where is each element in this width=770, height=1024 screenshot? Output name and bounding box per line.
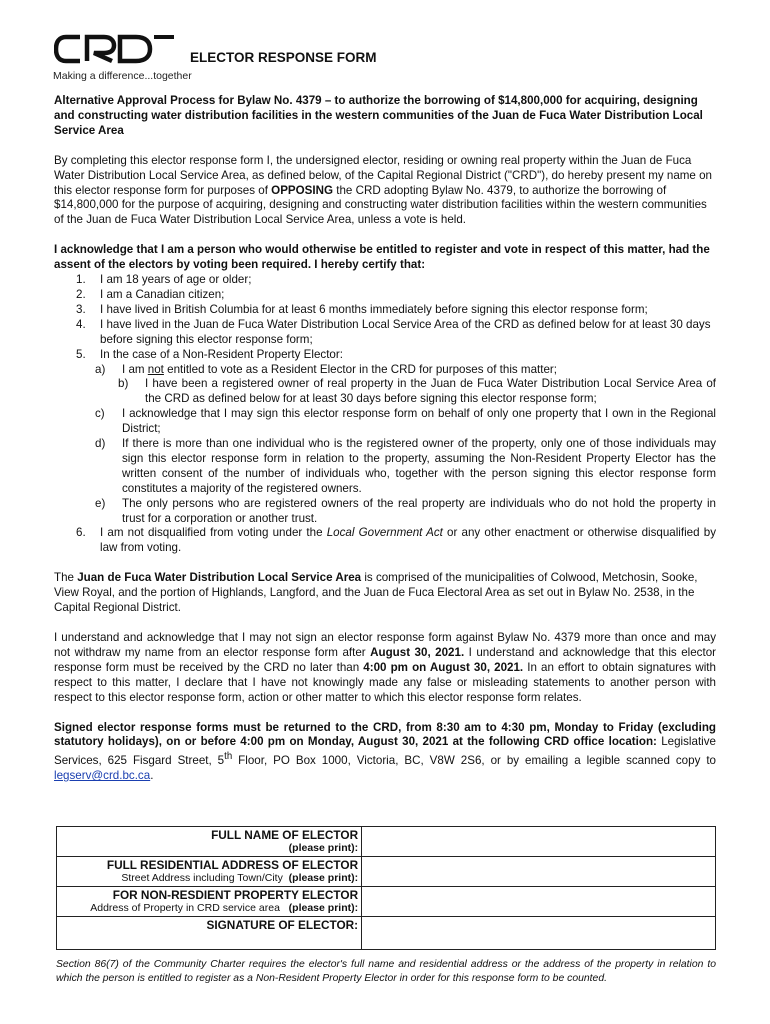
email-link[interactable]: legserv@crd.bc.ca <box>54 769 151 783</box>
signature-field[interactable] <box>362 917 716 950</box>
return-instructions: Signed elector response forms must be returned to the CRD, from 8:30 am to 4:30 pm, Monday to Friday (excluding statutory holidays), on or before 4:00 pm on Monday, August 30, 2021 at the following CRD office location: Legislative Services, 625 Fisgard Street, 5th Floor, PO Box 1000, Victoria, BC, V8W 2S6, or by emailing a legible scanned copy to legserv@crd.bc.ca. <box>54 720 716 783</box>
non-resident-label: FOR NON-RESDIENT PROPERTY ELECTOR Address of Property in CRD service area (please print): <box>57 887 362 917</box>
community-charter-footnote: Section 86(7) of the Community Charter requires the elector's full name and residential address or the address of the property in relation to which the person is entitled to register as a Non-Resident Property Elector in order for this response form to be counted. <box>56 959 716 985</box>
address-label: FULL RESIDENTIAL ADDRESS OF ELECTOR Street Address including Town/City (please print): <box>57 857 362 887</box>
crd-logo-icon <box>54 34 176 64</box>
opposing-word: OPPOSING <box>271 183 334 197</box>
elector-details-table <box>56 826 716 950</box>
sub-list-item: e) The only persons who are registered owners of the real property are individuals who do not hold the property in trust for a corporation or another trust. <box>95 496 716 525</box>
service-area-paragraph: The Juan de Fuca Water Distribution Local Service Area is comprised of the municipalities of Colwood, Metchosin, Sooke, View Royal, and the portion of Highlands, Langford, and the Juan de Fuca Electoral Area as set out in Bylaw No. 2538, in the Capital Regional District. <box>54 571 698 615</box>
list-item: 5. In the case of a Non-Resident Property Elector: a) I am not entitled to vote as a Resident Elector in the CRD for purposes of this matter; b) I have been a registered owner of real property in the Juan de Fuca Water Distribution Local Service Area of the CRD as defined below for at least 30 days before signing this elector response form; c) I acknowledge that I may sign this elector response form on behalf of only one property that I own in the Regional District; d) If there is more than one individual who is the registered owner of the property, only one of those individuals may sign this elector response form in relation to the property, assuming the Non-Resident Property Elector has the written consent of the number of individuals who, together with the person signing this elector response form constitutes a majority of the registered owners. e) The only persons who are registered owners of the real property are individuals who do not hold the property in trust for a corporation or another trust. <box>54 348 716 527</box>
table-row <box>57 917 716 950</box>
form-body <box>54 94 716 784</box>
signature-label: SIGNATURE OF ELECTOR: <box>57 917 362 950</box>
table-row <box>57 857 716 887</box>
bylaw-heading: Alternative Approval Process for Bylaw No. 4379 – to authorize the borrowing of $14,800,000 for acquiring, designing and constructing water distribution facilities in the western communities of the Juan de Fuca Water Distribution Local Service Area <box>54 94 703 137</box>
list-item: 1. I am 18 years of age or older; <box>76 273 252 287</box>
full-name-label: FULL NAME OF ELECTOR (please print): <box>57 827 362 857</box>
sub-list-item: d) If there is more than one individual who is the registered owner of the property, only one of those individuals may sign this elector response form in relation to the property, assuming the Non-Resident Property Elector has the written consent of the number of individuals who, together with the person signing this elector response form constitutes a majority of the registered owners. <box>95 437 716 495</box>
acknowledge-paragraph: I understand and acknowledge that I may not sign an elector response form against Bylaw No. 4379 more than once and may not withdraw my name from an elector response form after August 30, 2021. I understand and acknowledge that this elector response form must be received by the CRD no later than 4:00 pm on August 30, 2021. In an effort to obtain signatures with respect to this matter, I declare that I have not knowingly made any false or misleading statements to another person with respect to this elector response form, action or other matter to which this elector response form relates. <box>54 631 717 704</box>
list-item: 3. I have lived in British Columbia for at least 6 months immediately before signing this elector response form; <box>76 302 648 316</box>
sub-list-item: c) I acknowledge that I may sign this elector response form on behalf of only one property that I own in the Regional District; <box>95 407 716 436</box>
intro-paragraph: By completing this elector response form I, the undersigned elector, residing or owning real property within the Juan de Fuca Water Distribution Local Service Area, as defined below, of the Capital Regional District ("CRD"), do hereby present my name on this elector response form for purposes of OPPOSING the CRD adopting Bylaw No. 4379, to authorize the borrowing of $14,800,000 for the purpose of acquiring, designing and constructing water distribution facilities within the western communities of the Juan de Fuca Water Distribution Local Service Area, unless a vote is held. <box>54 153 713 227</box>
list-item: 4. I have lived in the Juan de Fuca Water Distribution Local Service Area of the CRD as defined below for at least 30 days before signing this elector response form; <box>76 317 711 346</box>
list-item: 2. I am a Canadian citizen; <box>76 287 225 301</box>
sub-list-item: b) I have been a registered owner of real property in the Juan de Fuca Water Distribution Local Service Area of the CRD as defined below for at least 30 days before signing this elector response form; <box>118 377 716 406</box>
logo-tagline: Making a difference...together <box>53 70 192 82</box>
certify-list <box>54 273 716 556</box>
table-row <box>57 887 716 917</box>
table-row <box>57 827 716 857</box>
full-name-field[interactable] <box>362 827 716 857</box>
sub-list-item: a) I am not entitled to vote as a Resident Elector in the CRD for purposes of this matter; <box>95 362 557 376</box>
address-field[interactable] <box>362 857 716 887</box>
non-resident-sublist <box>95 362 716 527</box>
form-title: ELECTOR RESPONSE FORM <box>190 50 377 65</box>
list-item: 6. I am not disqualified from voting under the Local Government Act or any other enactment or otherwise disqualified by law from voting. <box>76 526 716 555</box>
non-resident-address-field[interactable] <box>362 887 716 917</box>
crd-logo <box>54 34 179 64</box>
certify-heading: I acknowledge that I am a person who would otherwise be entitled to register and vote in respect of this matter, had the assent of the electors by voting been required. I hereby certify that: <box>54 243 710 272</box>
